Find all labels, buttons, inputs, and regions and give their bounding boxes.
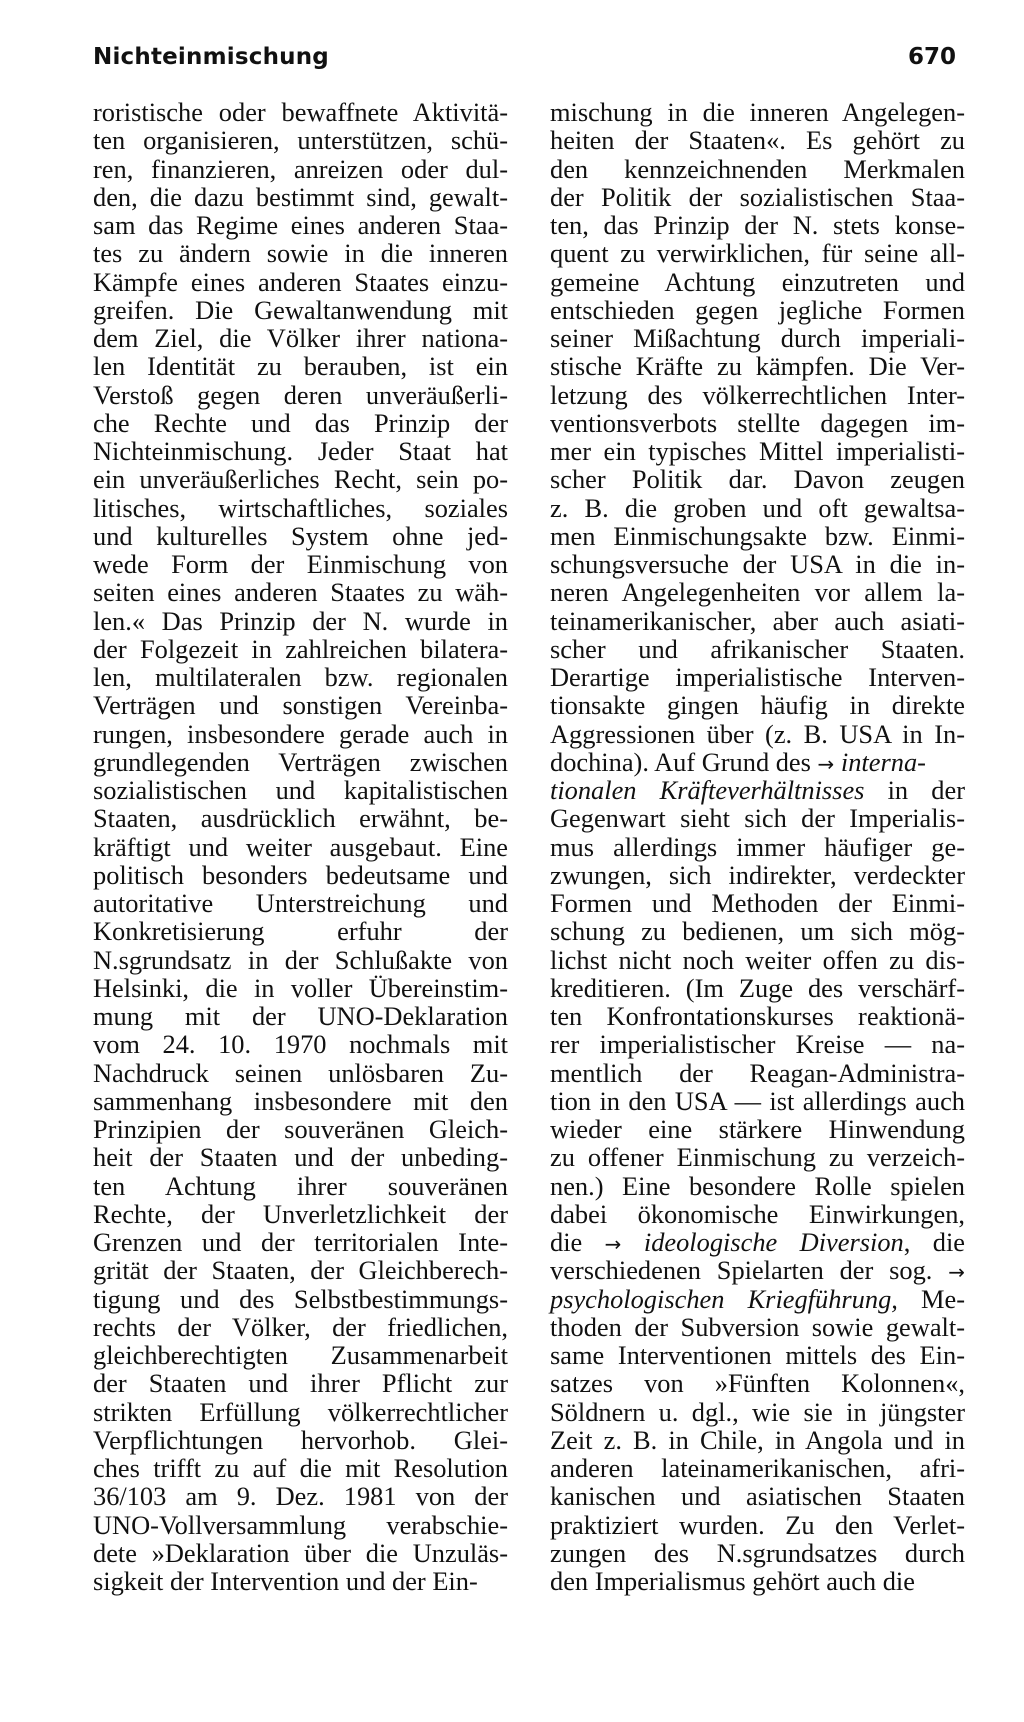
text-segment: Me- [921,1283,965,1314]
text-line: Rechte, der Unverletzlichkeit der [93,1198,508,1229]
text-line: schung zu bedienen, um sich mög- [550,916,965,947]
text-line: thoden der Subversion sowie gewalt- [550,1311,965,1342]
text-line: len.« Das Prinzip der N. wurde in [93,605,508,636]
text-line: mer ein typisches Mittel imperialisti- [550,436,965,466]
text-line: ten, das Prinzip der N. stets konse- [550,210,965,240]
cross-reference-arrow-icon: → [948,1260,965,1285]
text-line: Grenzen und der territorialen Inte- [93,1227,508,1257]
text-line: lichst nicht noch weiter offen zu dis- [550,944,965,975]
text-line: scher und afrikanischer Staaten. [550,633,965,664]
text-line: rungen, insbesondere gerade auch in [93,718,508,749]
text-segment: die [550,1227,583,1257]
text-line: Verträgen und sonstigen Vereinba- [93,690,508,721]
left-column [93,98,508,1595]
text-line: 36/103 am 9. Dez. 1981 von der [93,1481,508,1512]
text-line: dem Ziel, die Völker ihrer nationa- [93,323,508,353]
text-line: Konkretisierung erfuhr der [93,916,508,947]
text-line: Derartige imperialistische Interven- [550,662,965,692]
text-line: same Interventionen mittels des Ein- [550,1340,965,1370]
text-line: tionsakte gingen häufig in direkte [550,690,965,721]
text-line [550,748,965,776]
text-line: rechts der Völker, der friedlichen, [93,1311,508,1342]
text-line: sam das Regime eines anderen Staa- [93,210,508,240]
text-line: men Einmischungsakte bzw. Einmi- [550,520,965,551]
text-line: Zeit z. B. in Chile, in Angola und in [550,1424,965,1455]
text-line: Formen und Methoden der Einmi- [550,888,965,918]
text-line: UNO-Vollversammlung verabschie- [93,1509,508,1540]
text-line: der Staaten und ihrer Pflicht zur [93,1368,508,1399]
right-column [550,98,965,1595]
text-line: zwungen, sich indirekter, verdeckter [550,859,965,890]
text-line: mentlich der Reagan-Administra- [550,1057,965,1088]
text-line: den kennzeichnenden Merkmalen [550,153,965,184]
text-line: kräftigt und weiter ausgebaut. Eine [93,831,508,862]
text-line: vom 24. 10. 1970 nochmals mit [93,1029,508,1060]
text-line: ren, finanzieren, anreizen oder dul- [93,153,508,184]
text-line [550,1285,965,1313]
text-line: ten Achtung ihrer souveränen [93,1170,508,1201]
text-line: und kulturelles System ohne jed- [93,520,508,551]
text-line: ten organisieren, unterstützen, schü- [93,125,508,156]
text-line: Kämpfe eines anderen Staates einzu- [93,266,508,297]
text-line: neren Angelegenheiten vor allem la- [550,577,965,608]
text-line: N.sgrundsatz in der Schlußakte von [93,944,508,975]
text-line: autoritative Unterstreichung und [93,888,508,918]
text-segment: verschiedenen Spielarten der sog. [550,1255,933,1286]
text-line: tigung und des Selbstbestimmungs- [93,1283,508,1314]
text-line: ten Konfrontationskurses reaktionä- [550,1001,965,1031]
text-line: entschieden gegen jegliche Formen [550,294,965,325]
text-line: ventionsverbots stellte dagegen im- [550,407,965,438]
text-line: sammenhang insbesondere mit den [93,1085,508,1116]
text-line: quent zu verwirklichen, für seine all- [550,238,965,269]
text-line: praktiziert wurden. Zu den Verlet- [550,1509,965,1540]
text-line: kanischen und asiatischen Staaten [550,1481,965,1512]
text-line: satzes von »Fünften Kolonnen«, [550,1368,965,1399]
text-line: Nachdruck seinen unlösbaren Zu- [93,1057,508,1088]
text-line: Söldnern u. dgl., wie sie in jüngster [550,1396,965,1427]
text-line: heit der Staaten und der unbeding- [93,1142,508,1173]
text-line: sigkeit der Intervention und der Ein- [93,1566,478,1596]
text-line: tion in den USA — ist allerdings auch [550,1085,965,1116]
text-line: zungen des N.sgrundsatzes durch [550,1537,965,1568]
text-line: len Identität zu berauben, ist ein [93,351,508,382]
text-line: che Rechte und das Prinzip der [93,407,508,438]
cross-reference-arrow-icon: → [604,1232,622,1256]
text-line: greifen. Die Gewaltanwendung mit [93,294,508,325]
text-line: dabei ökonomische Einwirkungen, [550,1198,965,1229]
text-line: heiten der Staaten«. Es gehört zu [550,125,965,156]
text-line: teinamerikanischer, aber auch asiati- [550,605,965,636]
text-line: der Politik der sozialistischen Staa- [550,181,965,212]
text-line: dete »Deklaration über die Unzuläs- [93,1537,508,1568]
text-line: roristische oder bewaffnete Aktivitä- [93,97,508,127]
text-line: Verstoß gegen deren unveräußerli- [93,379,508,410]
text-line: der Folgezeit in zahlreichen bilatera- [93,633,508,664]
text-line: den Imperialismus gehört auch die [550,1566,915,1596]
text-line: mung mit der UNO-Deklaration [93,1001,508,1031]
text-line: mischung in die inneren Angelegen- [550,97,965,127]
cross-reference-link: psychologischen Kriegführung, [550,1283,898,1314]
text-segment: , die [903,1227,966,1257]
text-line: Helsinki, die in voller Übereinstim- [93,972,508,1003]
cross-reference-link: ideologische Diversion [643,1227,904,1257]
text-line: strikten Erfüllung völkerrechtlicher [93,1396,508,1427]
text-line [550,1256,965,1284]
text-line: politisch besonders bedeutsame und [93,859,508,890]
text-line: Prinzipien der souveränen Gleich- [93,1114,508,1144]
text-line: gemeine Achtung einzutreten und [550,266,965,297]
text-line: zu offener Einmischung zu verzeich- [550,1142,965,1173]
text-line: kreditieren. (Im Zuge des verschärf- [550,972,965,1003]
text-line: seiten eines anderen Staates zu wäh- [93,577,508,608]
text-line: litisches, wirtschaftliches, soziales [93,492,508,523]
text-line: ein unveräußerliches Recht, sein po- [93,464,508,495]
text-line: anderen lateinamerikanischen, afri- [550,1453,965,1483]
text-line: Nichteinmischung. Jeder Staat hat [93,436,508,466]
text-line: sozialistischen und kapitalistischen [93,775,508,805]
text-line: len, multilateralen bzw. regionalen [93,662,508,692]
text-line: Verpflichtungen hervorhob. Glei- [93,1424,508,1455]
text-line: gleichberechtigten Zusammenarbeit [93,1340,508,1370]
cross-reference-link: interna- [840,746,926,777]
text-line: Aggressionen über (z. B. USA in In- [550,718,965,749]
text-line: stische Kräfte zu kämpfen. Die Ver- [550,351,965,382]
text-line: grundlegenden Verträgen zwischen [93,746,508,777]
text-line [550,1228,965,1256]
text-line: ches trifft zu auf die mit Resolution [93,1453,508,1483]
text-line: scher Politik dar. Davon zeugen [550,464,965,495]
running-head-title: Nichteinmischung [93,44,329,70]
text-line: z. B. die groben und oft gewaltsa- [550,492,965,523]
cross-reference-arrow-icon: → [817,751,835,776]
text-line [550,776,965,804]
page-number: 670 [907,44,956,70]
text-line: Staaten, ausdrücklich erwähnt, be- [93,803,508,834]
text-line: wieder eine stärkere Hinwendung [550,1114,965,1144]
text-line: nen.) Eine besondere Rolle spielen [550,1170,965,1201]
text-line: mus allerdings immer häufiger ge- [550,831,965,862]
text-line: rer imperialistischer Kreise — na- [550,1029,965,1060]
text-line: wede Form der Einmischung von [93,549,508,579]
text-line: Gegenwart sieht sich der Imperialis- [550,803,965,834]
text-line: letzung des völkerrechtlichen Inter- [550,379,965,410]
text-line: tes zu ändern sowie in die inneren [93,238,508,269]
text-line: seiner Mißachtung durch imperiali- [550,323,965,353]
text-line: den, die dazu bestimmt sind, gewalt- [93,181,508,212]
cross-reference-link: tionalen Kräfteverhältnisses [550,775,865,805]
text-segment: in der [864,775,965,805]
text-segment: dochina). Auf Grund des [550,746,811,777]
text-line: grität der Staaten, der Gleichberech- [93,1255,508,1286]
text-line: schungsversuche der USA in die in- [550,549,965,579]
